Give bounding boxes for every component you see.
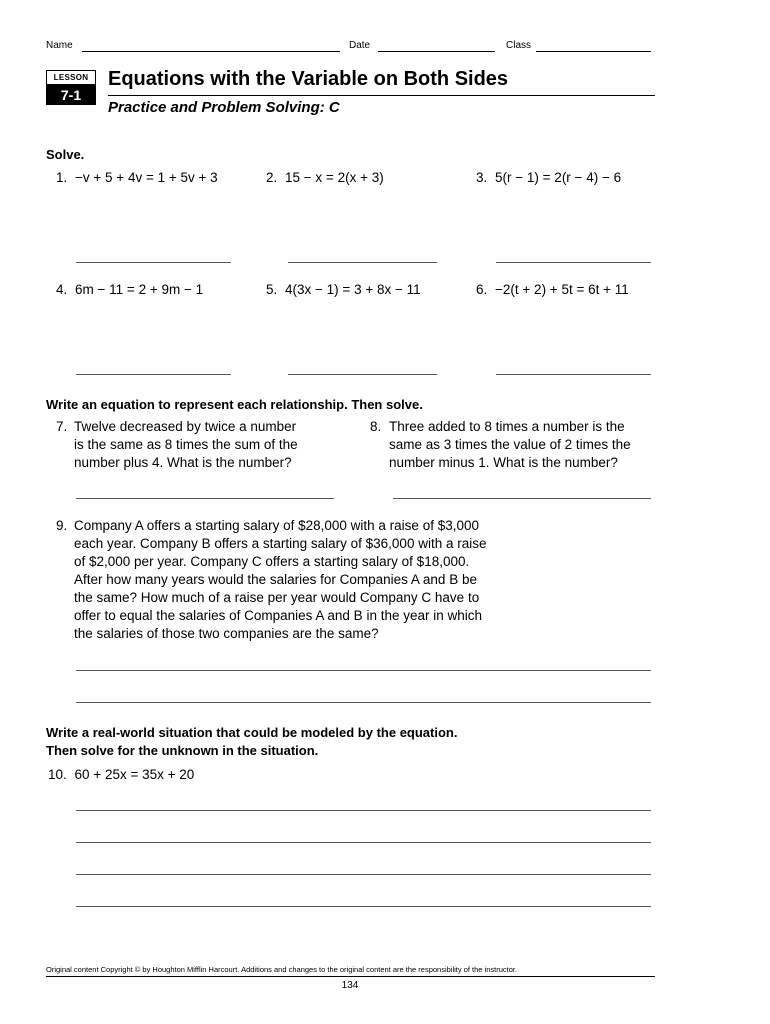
problem-text-line: is the same as 8 times the sum of the [74,437,298,452]
answer-line-10c[interactable] [76,874,651,875]
problem-9 [56,517,656,643]
problem-text-line: offer to equal the salaries of Companies A and B in the year in which [74,608,482,623]
answer-line-10d[interactable] [76,906,651,907]
answer-line-4[interactable] [76,374,231,375]
section-situation-heading-1: Write a real-world situation that could be modeled by the equation. [46,725,458,740]
class-field-line[interactable] [536,51,651,52]
problem-equation: 60 + 25x = 35x + 20 [74,767,195,782]
problem-equation: 15 − x = 2(x + 3) [285,170,384,185]
date-field-line[interactable] [378,51,495,52]
lesson-number: 7-1 [46,85,96,105]
problem-text-line: of $2,000 per year. Company C offers a starting salary of $18,000. [74,554,470,569]
problem-8 [370,418,660,472]
problem-number: 5. [266,282,278,297]
problem-number: 3. [476,170,488,185]
title-rule [108,95,655,96]
problem-4 [56,281,203,299]
problem-equation: −2(t + 2) + 5t = 6t + 11 [495,282,629,297]
answer-line-10a[interactable] [76,810,651,811]
page-subtitle: Practice and Problem Solving: C [108,99,340,116]
answer-line-2[interactable] [288,262,437,263]
problem-1 [56,169,218,187]
answer-line-6[interactable] [496,374,651,375]
footer-rule [46,976,655,977]
answer-line-1[interactable] [76,262,231,263]
answer-line-10b[interactable] [76,842,651,843]
problem-3 [476,169,621,187]
section-solve-heading: Solve. [46,147,85,162]
name-field-line[interactable] [82,51,340,52]
problem-number: 6. [476,282,488,297]
copyright-notice: Original content Copyright © by Houghton Mifflin Harcourt. Additions and changes to the original content are the responsibility of the instructor. [46,965,518,974]
problem-equation: 6m − 11 = 2 + 9m − 1 [75,282,204,297]
answer-line-7[interactable] [76,498,334,499]
problem-text-line: number minus 1. What is the number? [389,455,618,470]
problem-text-line: Company A offers a starting salary of $28,000 with a raise of $3,000 [74,518,479,533]
problem-number: 9. [56,518,68,533]
section-equation-heading: Write an equation to represent each relationship. Then solve. [46,397,423,412]
problem-text-line: same as 3 times the value of 2 times the [389,437,631,452]
problem-2 [266,169,384,187]
problem-text-line: number plus 4. What is the number? [74,455,292,470]
problem-equation: 5(r − 1) = 2(r − 4) − 6 [495,170,622,185]
problem-6 [476,281,629,299]
section-situation-heading-2: Then solve for the unknown in the situation. [46,743,319,758]
problem-number: 4. [56,282,68,297]
problem-7 [56,418,346,472]
problem-5 [266,281,421,299]
answer-line-3[interactable] [496,262,651,263]
problem-text-line: Twelve decreased by twice a number [74,419,297,434]
problem-text-line: After how many years would the salaries for Companies A and B be [74,572,477,587]
problem-number: 2. [266,170,278,185]
problem-number: 8. [370,419,382,434]
problem-number: 10. [48,767,67,782]
page-number: 134 [341,980,359,991]
problem-text-line: the same? How much of a raise per year would Company C have to [74,590,480,605]
problem-number: 1. [56,170,68,185]
page-title: Equations with the Variable on Both Sides [108,68,509,90]
problem-text-line: the salaries of those two companies are the same? [74,626,379,641]
problem-10 [48,766,194,784]
problem-equation: −v + 5 + 4v = 1 + 5v + 3 [75,170,218,185]
lesson-tag: LESSON [46,70,96,85]
problem-number: 7. [56,419,68,434]
answer-line-9a[interactable] [76,670,651,671]
answer-line-9b[interactable] [76,702,651,703]
problem-equation: 4(3x − 1) = 3 + 8x − 11 [285,282,421,297]
class-label: Class [506,40,532,51]
name-label: Name [46,40,73,51]
problem-text-line: Three added to 8 times a number is the [389,419,625,434]
answer-line-5[interactable] [288,374,437,375]
lesson-badge [46,70,96,104]
answer-line-8[interactable] [393,498,651,499]
date-label: Date [349,40,371,51]
problem-text-line: each year. Company B offers a starting salary of $36,000 with a raise [74,536,487,551]
